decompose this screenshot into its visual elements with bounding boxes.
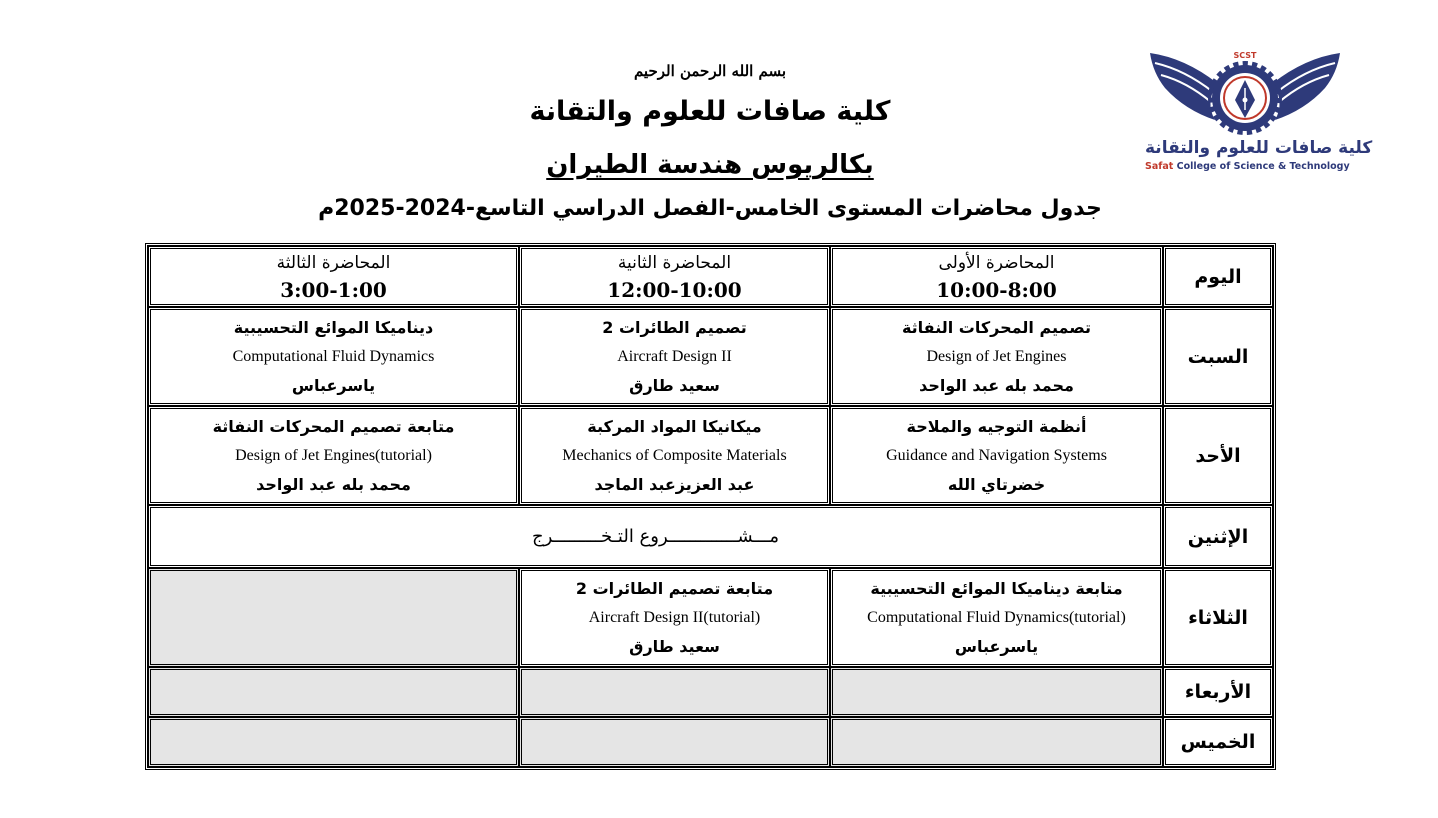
lecture-3-time: 3:00-1:00: [280, 277, 387, 302]
saturday-lecture-2: [519, 307, 830, 406]
day-sunday: الأحد: [1163, 406, 1273, 505]
instructor: محمد بله عبد الواحد: [256, 474, 411, 494]
course-english: Computational Fluid Dynamics: [232, 347, 435, 365]
saturday-lecture-1: [830, 307, 1163, 406]
course-arabic: أنظمة التوجيه والملاحة: [906, 416, 1087, 436]
program-name-text: بكالريوس هندسة الطيران: [546, 150, 874, 180]
college-logo: [1145, 48, 1373, 178]
day-saturday: السبت: [1163, 307, 1273, 406]
course-english: Guidance and Navigation Systems: [886, 446, 1107, 464]
instructor: سعيد طارق: [629, 375, 720, 395]
instructor: ياسرعباس: [291, 375, 376, 395]
lecture-2-time: 12:00-10:00: [607, 277, 742, 302]
lecture-1-header: [830, 246, 1163, 307]
lecture-1-time: 10:00-8:00: [936, 277, 1057, 302]
lecture-schedule-table: [145, 243, 1276, 770]
course-arabic: متابعة ديناميكا الموائع التحسيبية: [870, 578, 1123, 598]
logo-english-part2: College of Science & Technology: [1176, 161, 1350, 172]
logo-english-name: [1145, 161, 1350, 172]
course-arabic: تصميم المحركات النفاثة: [901, 317, 1092, 337]
course-arabic: متابعة تصميم المحركات النفاثة: [212, 416, 455, 436]
college-name: كلية صافات للعلوم والتقانة: [529, 96, 891, 127]
tuesday-lecture-1: [830, 568, 1163, 667]
course-english: Aircraft Design II: [617, 347, 732, 365]
course-english: Computational Fluid Dynamics(tutorial): [867, 608, 1126, 626]
thursday-lecture-1-empty: [830, 717, 1163, 767]
course-arabic: ميكانيكا المواد المركبة: [587, 416, 762, 436]
wednesday-lecture-1-empty: [830, 667, 1163, 717]
lecture-2-header: [519, 246, 830, 307]
logo-arabic-name: كلية صافات للعلوم والتقانة: [1145, 138, 1373, 158]
table-header-row: [148, 246, 1273, 307]
instructor: ياسرعباس: [954, 636, 1039, 656]
graduation-project: مـــشـــــــــــــروع التـخـــــــــرج: [148, 505, 1163, 568]
sunday-lecture-1: [830, 406, 1163, 505]
schedule-title: جدول محاضرات المستوى الخامس-الفصل الدراسي التاسع-2024-2025م: [318, 196, 1102, 221]
thursday-lecture-3-empty: [148, 717, 519, 767]
course-english: Design of Jet Engines: [926, 347, 1067, 365]
table-row-saturday: [148, 307, 1273, 406]
lecture-2-name: المحاضرة الثانية: [617, 252, 732, 273]
thursday-lecture-2-empty: [519, 717, 830, 767]
logo-emblem: [1145, 48, 1345, 140]
lecture-1-name: المحاضرة الأولى: [938, 252, 1055, 273]
wednesday-lecture-2-empty: [519, 667, 830, 717]
saturday-lecture-3: [148, 307, 519, 406]
course-arabic: تصميم الطائرات 2: [602, 317, 747, 337]
table-row-wednesday: [148, 667, 1273, 717]
basmala: بسم الله الرحمن الرحيم: [633, 62, 787, 80]
table-row-monday: [148, 505, 1273, 568]
course-arabic: متابعة تصميم الطائرات 2: [575, 578, 774, 598]
tuesday-lecture-2: [519, 568, 830, 667]
day-header: اليوم: [1163, 246, 1273, 307]
day-thursday: الخميس: [1163, 717, 1273, 767]
logo-english-part1: Safat: [1145, 161, 1174, 172]
program-name: [460, 150, 960, 180]
table-row-sunday: [148, 406, 1273, 505]
instructor: محمد بله عبد الواحد: [919, 375, 1074, 395]
instructor: عبد العزيزعبد الماجد: [594, 474, 755, 494]
table-row-tuesday: [148, 568, 1273, 667]
instructor: سعيد طارق: [629, 636, 720, 656]
instructor: خضرتاي الله: [947, 474, 1046, 494]
course-english: Mechanics of Composite Materials: [562, 446, 787, 464]
course-arabic: ديناميكا الموائع التحسيبية: [233, 317, 434, 337]
lecture-3-name: المحاضرة الثالثة: [276, 252, 391, 273]
course-english: Design of Jet Engines(tutorial): [235, 446, 432, 464]
wednesday-lecture-3-empty: [148, 667, 519, 717]
day-monday: الإثنين: [1163, 505, 1273, 568]
sunday-lecture-2: [519, 406, 830, 505]
course-english: Aircraft Design II(tutorial): [588, 608, 761, 626]
sunday-lecture-3: [148, 406, 519, 505]
tuesday-lecture-3-empty: [148, 568, 519, 667]
day-wednesday: الأربعاء: [1163, 667, 1273, 717]
lecture-3-header: [148, 246, 519, 307]
day-tuesday: الثلاثاء: [1163, 568, 1273, 667]
table-row-thursday: [148, 717, 1273, 767]
logo-badge: SCST: [1233, 51, 1257, 60]
